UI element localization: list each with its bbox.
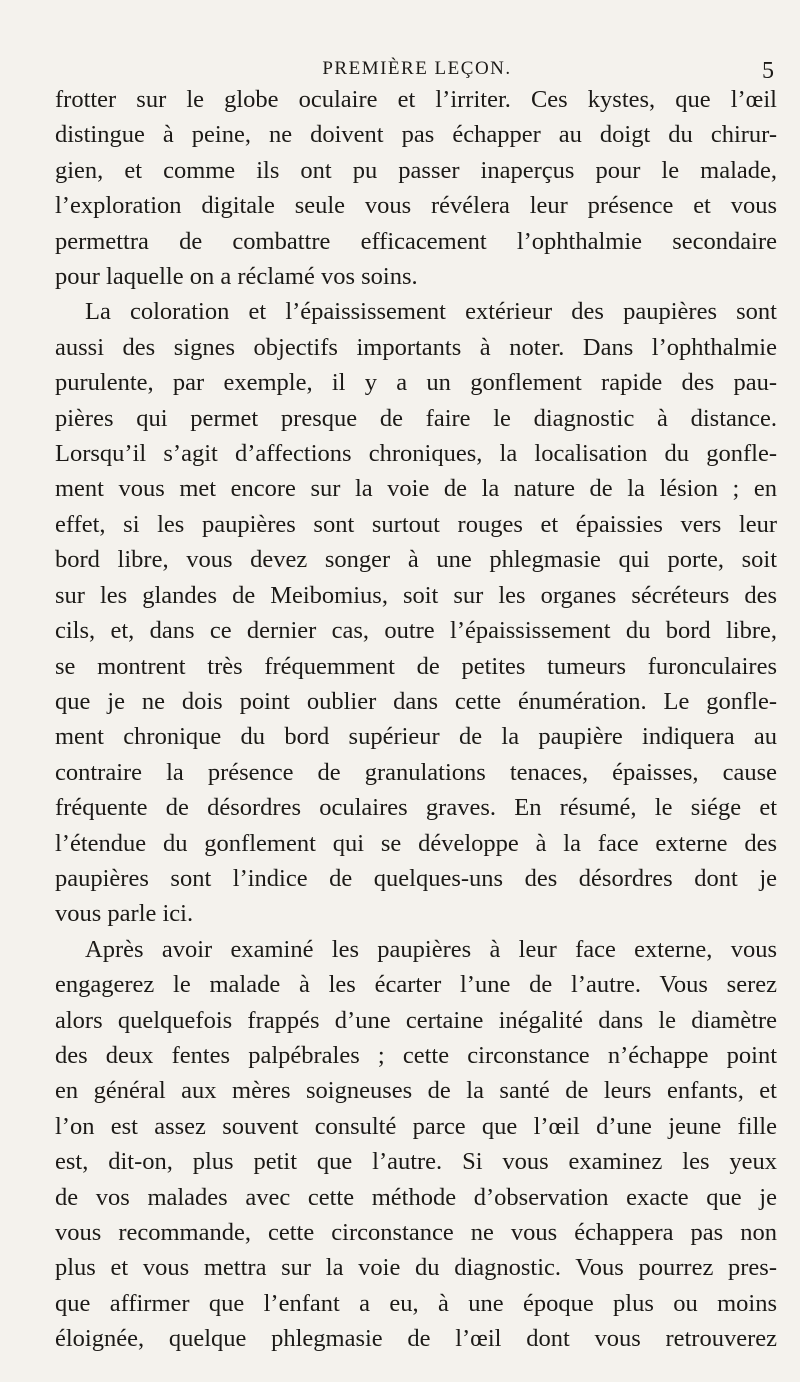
- text-line: sur les glandes de Meibomius, soit sur les organes sécréteurs des: [55, 581, 777, 609]
- paragraph: [55, 294, 777, 931]
- text-line: de vos malades avec cette méthode d’observation exacte que je: [55, 1183, 777, 1211]
- text-line: l’exploration digitale seule vous révélera leur présence et vous: [55, 192, 777, 220]
- text-line: engagerez le malade à les écarter l’une de l’autre. Vous serez: [55, 971, 777, 999]
- text-line: frotter sur le globe oculaire et l’irriter. Ces kystes, que l’œil: [55, 86, 777, 113]
- running-header: [60, 58, 774, 84]
- text-line: l’on est assez souvent consulté parce que l’œil d’une jeune fille: [55, 1112, 777, 1140]
- text-line: est, dit-on, plus petit que l’autre. Si vous examinez les yeux: [55, 1148, 777, 1176]
- text-line: vous recommande, cette circonstance ne vous échappera pas non: [55, 1219, 777, 1246]
- text-line: gien, et comme ils ont pu passer inaperçus pour le malade,: [55, 156, 777, 184]
- text-line: en général aux mères soigneuses de la santé de leurs enfants, et: [55, 1077, 777, 1105]
- text-line: purulente, par exemple, il y a un gonflement rapide des pau-: [55, 369, 777, 397]
- text-line: effet, si les paupières sont surtout rouges et épaissies vers leur: [55, 510, 777, 538]
- paragraph: [55, 82, 777, 294]
- text-line: l’étendue du gonflement qui se développe à la face externe des: [55, 829, 777, 857]
- text-line: aussi des signes objectifs importants à noter. Dans l’ophthalmie: [55, 333, 777, 361]
- text-line: ment vous met encore sur la voie de la nature de la lésion ; en: [55, 475, 777, 503]
- text-line: se montrent très fréquemment de petites tumeurs furonculaires: [55, 652, 777, 680]
- text-line: distingue à peine, ne doivent pas échapper au doigt du chirur-: [55, 121, 777, 149]
- text-line: fréquente de désordres oculaires graves. En résumé, le siége et: [55, 794, 777, 822]
- chapter-title: PREMIÈRE LEÇON.: [322, 58, 512, 79]
- text-line: que je ne dois point oublier dans cette énumération. Le gonfle-: [55, 687, 777, 715]
- text-line: pières qui permet presque de faire le diagnostic à distance.: [55, 404, 777, 432]
- text-line: permettra de combattre efficacement l’ophthalmie secondaire: [55, 227, 777, 255]
- text-line: plus et vous mettra sur la voie du diagnostic. Vous pourrez pres-: [55, 1254, 777, 1282]
- text-line: Lorsqu’il s’agit d’affections chroniques, la localisation du gonfle-: [55, 440, 777, 468]
- text-line: Après avoir examiné les paupières à leur face externe, vous: [85, 935, 777, 963]
- text-line: des deux fentes palpébrales ; cette circonstance n’échappe point: [55, 1041, 777, 1069]
- text-line: pour laquelle on a réclamé vos soins.: [55, 263, 418, 291]
- text-line: vous parle ici.: [55, 900, 194, 928]
- body-text: [55, 82, 777, 1357]
- text-line: ment chronique du bord supérieur de la paupière indiquera au: [55, 723, 777, 751]
- page-number: 5: [762, 58, 774, 84]
- text-line: La coloration et l’épaississement extérieur des paupières sont: [85, 298, 777, 326]
- text-line: contraire la présence de granulations tenaces, épaisses, cause: [55, 758, 777, 786]
- text-line: que affirmer que l’enfant a eu, à une époque plus ou moins: [55, 1289, 777, 1317]
- text-line: paupières sont l’indice de quelques-uns des désordres dont je: [55, 864, 777, 892]
- text-line: éloignée, quelque phlegmasie de l’œil dont vous retrouverez: [55, 1325, 777, 1353]
- text-line: bord libre, vous devez songer à une phlegmasie qui porte, soit: [55, 546, 777, 574]
- paragraph: [55, 932, 777, 1357]
- text-line: cils, et, dans ce dernier cas, outre l’épaississement du bord libre,: [55, 617, 777, 645]
- text-line: alors quelquefois frappés d’une certaine inégalité dans le diamètre: [55, 1006, 777, 1034]
